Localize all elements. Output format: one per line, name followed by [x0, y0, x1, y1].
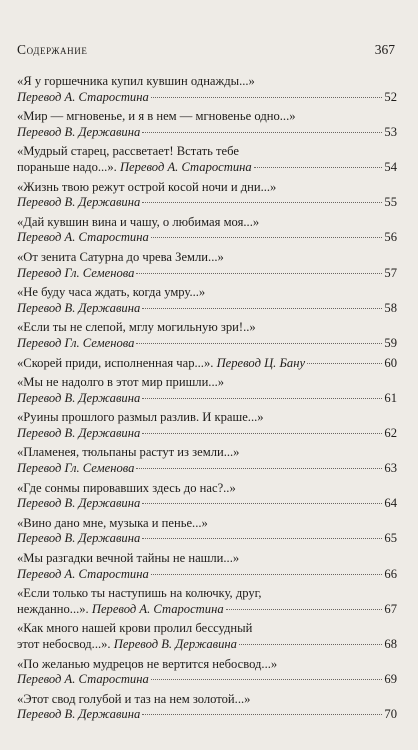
poem-first-line: «По желанью мудрецов не вертится небосвод...» [17, 656, 278, 671]
dot-leader [136, 273, 382, 274]
translator-credit: Перевод В. Державина [17, 531, 141, 546]
translator-credit: Перевод В. Державина [17, 124, 141, 139]
dot-leader [254, 167, 383, 168]
toc-entry-last-line [17, 90, 397, 106]
toc-page-number: 68 [384, 637, 397, 651]
dot-leader [142, 433, 382, 434]
dot-leader [142, 503, 382, 504]
toc-page-number: 67 [384, 601, 397, 616]
translator-credit: Перевод А. Старостина [17, 566, 149, 581]
poem-first-line: «Где сонмы пировавших здесь до нас?..» [17, 480, 236, 495]
header-page-number: 367 [374, 42, 395, 57]
poem-first-line: «Как много нашей крови пролил бессудный [17, 621, 253, 636]
toc-entry [17, 481, 397, 512]
toc-page-number: 61 [384, 390, 397, 405]
toc-page-number: 62 [384, 425, 397, 440]
toc-entry [17, 320, 397, 351]
toc-entry [17, 621, 397, 652]
toc-entry-last-line [17, 426, 397, 442]
toc-entry-last-line [17, 567, 397, 583]
dot-leader [136, 468, 382, 469]
poem-line-end: «Скорей приди, исполненная чар...». [17, 355, 214, 370]
toc-entry-last-line [17, 356, 397, 372]
toc-page-number: 59 [384, 335, 397, 350]
toc-page-number: 52 [384, 89, 397, 104]
poem-first-line: «Мы разгадки вечной тайны не нашли...» [17, 551, 240, 566]
toc-entry-last-line [17, 195, 397, 211]
poem-first-line: «Дай кувшин вина и чашу, о любимая моя...» [17, 214, 260, 229]
toc-entry [17, 74, 397, 105]
toc-page-number: 64 [384, 496, 397, 511]
toc-page-number: 54 [384, 159, 397, 174]
toc-entry [17, 586, 397, 617]
translator-credit: Перевод В. Державина [17, 496, 141, 511]
dot-leader [151, 574, 383, 575]
poem-first-line: «Если ты не слепой, мглу могильную зри!..» [17, 320, 256, 335]
toc-entry [17, 551, 397, 582]
translator-credit: Перевод В. Державина [17, 390, 141, 405]
poem-line-end: нежданно...». [17, 601, 89, 616]
dot-leader [226, 609, 383, 610]
toc-page-number: 56 [384, 230, 397, 245]
toc-entry [17, 445, 397, 476]
toc-entry-last-line [17, 637, 397, 653]
translator-credit: Перевод А. Старостина [91, 601, 224, 616]
poem-line-end: этот небосвод...». [17, 637, 111, 651]
translator-credit: Перевод В. Державина [17, 425, 141, 440]
translator-credit: Перевод В. Державина [17, 300, 141, 315]
toc-entry-last-line [17, 461, 397, 477]
toc-page-number: 65 [384, 531, 397, 546]
dot-leader [142, 538, 382, 539]
dot-leader [151, 237, 383, 238]
toc-entry-last-line [17, 266, 397, 282]
dot-leader [136, 343, 382, 344]
poem-first-line: «Если только ты наступишь на колючку, друг, [17, 586, 262, 601]
dot-leader [142, 308, 382, 309]
toc-entry [17, 657, 397, 688]
poem-first-line: «Этот свод голубой и таз на нем золотой...» [17, 691, 251, 706]
section-title: Содержание [17, 42, 88, 57]
dot-leader [142, 398, 382, 399]
toc-page-number: 69 [384, 672, 397, 687]
translator-credit: Перевод А. Старостина [17, 230, 149, 245]
toc-entry [17, 692, 397, 723]
toc-entry-last-line [17, 391, 397, 407]
dot-leader [151, 97, 383, 98]
page-header [17, 42, 395, 58]
toc-entry-last-line [17, 301, 397, 317]
poem-first-line: «Мудрый старец, рассветает! Встать тебе [17, 144, 239, 159]
translator-credit: Перевод В. Державина [17, 195, 141, 210]
toc-page-number: 63 [384, 461, 397, 476]
poem-first-line: «Мир — мгновенье, и я в нем — мгновенье одно...» [17, 109, 296, 124]
translator-credit: Перевод Ц. Бану [216, 355, 306, 370]
translator-credit: Перевод В. Державина [17, 707, 141, 722]
poem-first-line: «Вино дано мне, музыка и пенье...» [17, 515, 208, 530]
translator-credit: Перевод А. Старостина [17, 672, 149, 687]
poem-line-end: пораньше надо...». [17, 159, 117, 174]
toc-entry [17, 356, 397, 372]
toc-page-number: 53 [384, 124, 397, 139]
toc-entry [17, 375, 397, 406]
toc-entry-last-line [17, 125, 397, 141]
toc-entry-last-line [17, 602, 397, 618]
toc-page-number: 66 [384, 566, 397, 581]
translator-credit: Перевод Гл. Семенова [17, 265, 135, 280]
toc-entry-last-line [17, 230, 397, 246]
dot-leader [142, 714, 382, 715]
translator-credit: Перевод А. Старостина [17, 89, 149, 104]
poem-first-line: «Я у горшечника купил кувшин однажды...» [17, 74, 255, 88]
poem-first-line: «Жизнь твою режут острой косой ночи и дни...» [17, 179, 277, 194]
toc-entry-last-line [17, 672, 397, 688]
toc-entry-last-line [17, 707, 397, 723]
toc-page-number: 57 [384, 265, 397, 280]
dot-leader [142, 132, 382, 133]
toc-entry [17, 285, 397, 316]
dot-leader [142, 202, 382, 203]
translator-credit: Перевод В. Державина [113, 637, 237, 651]
toc-entry [17, 180, 397, 211]
poem-first-line: «Не буду часа ждать, когда умру...» [17, 285, 206, 300]
translator-credit: Перевод Гл. Семенова [17, 335, 135, 350]
toc-page-number: 58 [384, 300, 397, 315]
poem-first-line: «Мы не надолго в этот мир пришли...» [17, 375, 225, 390]
toc-entry-last-line [17, 160, 397, 176]
translator-credit: Перевод А. Старостина [119, 159, 252, 174]
translator-credit: Перевод Гл. Семенова [17, 461, 135, 476]
toc-page-number: 55 [384, 195, 397, 210]
dot-leader [151, 679, 383, 680]
poem-first-line: «Руины прошлого размыл разлив. И краше...» [17, 410, 264, 425]
toc-entry [17, 410, 397, 441]
toc-entry [17, 144, 397, 175]
table-of-contents [17, 74, 397, 727]
toc-entry [17, 109, 397, 140]
toc-entry [17, 250, 397, 281]
toc-page-number: 70 [384, 707, 397, 722]
toc-entry-last-line [17, 496, 397, 512]
poem-first-line: «От зенита Сатурна до чрева Земли...» [17, 249, 224, 264]
poem-first-line: «Пламенея, тюльпаны растут из земли...» [17, 445, 240, 460]
toc-entry [17, 215, 397, 246]
dot-leader [239, 644, 382, 645]
toc-page-number: 60 [384, 355, 397, 370]
dot-leader [307, 363, 382, 364]
toc-entry [17, 516, 397, 547]
toc-entry-last-line [17, 531, 397, 547]
toc-entry-last-line [17, 336, 397, 352]
